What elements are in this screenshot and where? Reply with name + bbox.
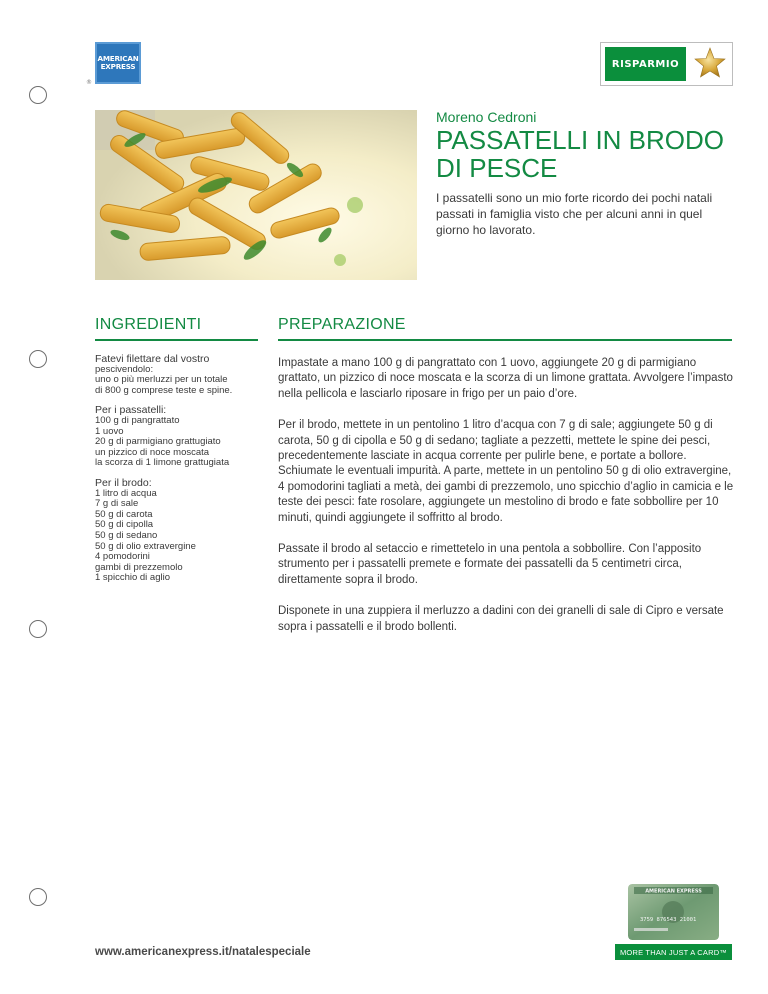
list-item: 1 spicchio di aglio [95, 572, 170, 584]
list-item: 20 g di parmigiano grattugiato [95, 436, 221, 448]
logo-text-line: AMERICAN [97, 54, 139, 63]
card-number-text: 3759 876543 21001 [640, 917, 697, 923]
list-item: un pizzico di noce moscata [95, 446, 210, 458]
punch-hole [29, 620, 47, 638]
preparation-heading: PREPARAZIONE [278, 316, 406, 333]
preparation-text [278, 356, 736, 651]
ingredients-heading: INGREDIENTI [95, 316, 202, 333]
list-item: 4 pomodorini [95, 551, 150, 563]
recipe-title: PASSATELLI IN BRODO DI PESCE [436, 125, 725, 183]
list-item: 50 g di sedano [95, 529, 158, 541]
list-item: gambi di prezzemolo [95, 561, 183, 573]
ingredients-divider [95, 339, 258, 341]
ingredients-lead [95, 354, 260, 396]
american-express-logo [95, 42, 141, 84]
ingredients-group-brodo [95, 478, 260, 584]
list-item: pescivendolo: [95, 363, 154, 375]
list-item: 7 g di sale [95, 498, 139, 510]
list-item: 1 uovo [95, 425, 124, 437]
list-item: di 800 g comprese teste e spine. [95, 384, 233, 396]
recipe-author: Moreno Cedroni [436, 109, 537, 125]
preparation-paragraph: Passate il brodo al setaccio e rimettetelo in una pentola a sobbollire. Con l’apposito strumento per i passatelli premete e formate dei passatelli da 5 centimetri circa, direttamente sopra il brodo. [278, 543, 702, 586]
ingredients-list [95, 354, 260, 593]
list-item: la scorza di 1 limone grattugiata [95, 457, 230, 469]
footer-tagline: MORE THAN JUST A CARD™ [615, 944, 732, 960]
credit-card-image [628, 884, 719, 940]
group-title: Per il brodo: [95, 476, 152, 489]
ingredients-lead-title: Fatevi filettare dal vostro [95, 353, 210, 365]
list-item: 1 litro di acqua [95, 487, 157, 499]
footer-url[interactable]: www.americanexpress.it/natalespeciale [95, 946, 311, 958]
group-title: Per i passatelli: [95, 404, 167, 417]
registered-mark: ® [86, 79, 92, 86]
preparation-paragraph: Impastate a mano 100 g di pangrattato con 1 uovo, aggiungete 20 g di parmigiano grattato, un pizzico di noce moscata e la scorza di un limone grattata. Avvolgere l’impasto nella pellicola e lasciarlo riposare in frigo per un paio d’ore. [278, 357, 733, 400]
badge-label: RISPARMIO [605, 47, 686, 81]
preparation-paragraph: Per il brodo, mettete in un pentolino 1 litro d’acqua con 7 g di sale; aggiungete 50 g di carota, 50 g di cipolla e 50 g di sedano; tagliate a pezzetti, mettete le spine dei pesci, precedentemente lasciate in acqua corrente per pulirle bene, e portate a bollore. Schiumate le eventuali impurità. A parte, mettete in un pentolino 50 g di olio extravergine, 4 pomodorini tagliati a metà, dei gambi di prezzemolo, uno spicchio d’aglio in camicia e le teste dei pesci: fate rosolare, aggiungete un mestolino di brodo e fate sobbollire per 10 minuti, quindi aggiungete il soffritto al brodo. [278, 419, 734, 524]
dish-photo [95, 110, 417, 280]
star-icon [693, 46, 727, 80]
card-brand-text: AMERICAN EXPRESS [645, 888, 702, 895]
punch-hole [29, 86, 47, 104]
punch-hole [29, 888, 47, 906]
preparation-divider [278, 339, 732, 341]
list-item: 50 g di olio extravergine [95, 540, 196, 552]
list-item: 50 g di cipolla [95, 519, 154, 531]
ingredients-group-passatelli [95, 405, 260, 469]
list-item: 100 g di pangrattato [95, 414, 180, 426]
recipe-intro: I passatelli sono un mio forte ricordo dei pochi natali passati in famiglia visto che per alcuni anni in quel giorno ho lavorato. [436, 191, 713, 237]
list-item: 50 g di carota [95, 508, 153, 520]
preparation-paragraph: Disponete in una zuppiera il merluzzo a dadini con dei granelli di sale di Cipro e versate sopra i passatelli e il brodo bollenti. [278, 605, 724, 633]
punch-hole [29, 350, 47, 368]
logo-text-line: EXPRESS [100, 62, 136, 71]
risparmio-badge [600, 42, 733, 86]
list-item: uno o più merluzzi per un totale [95, 374, 228, 386]
